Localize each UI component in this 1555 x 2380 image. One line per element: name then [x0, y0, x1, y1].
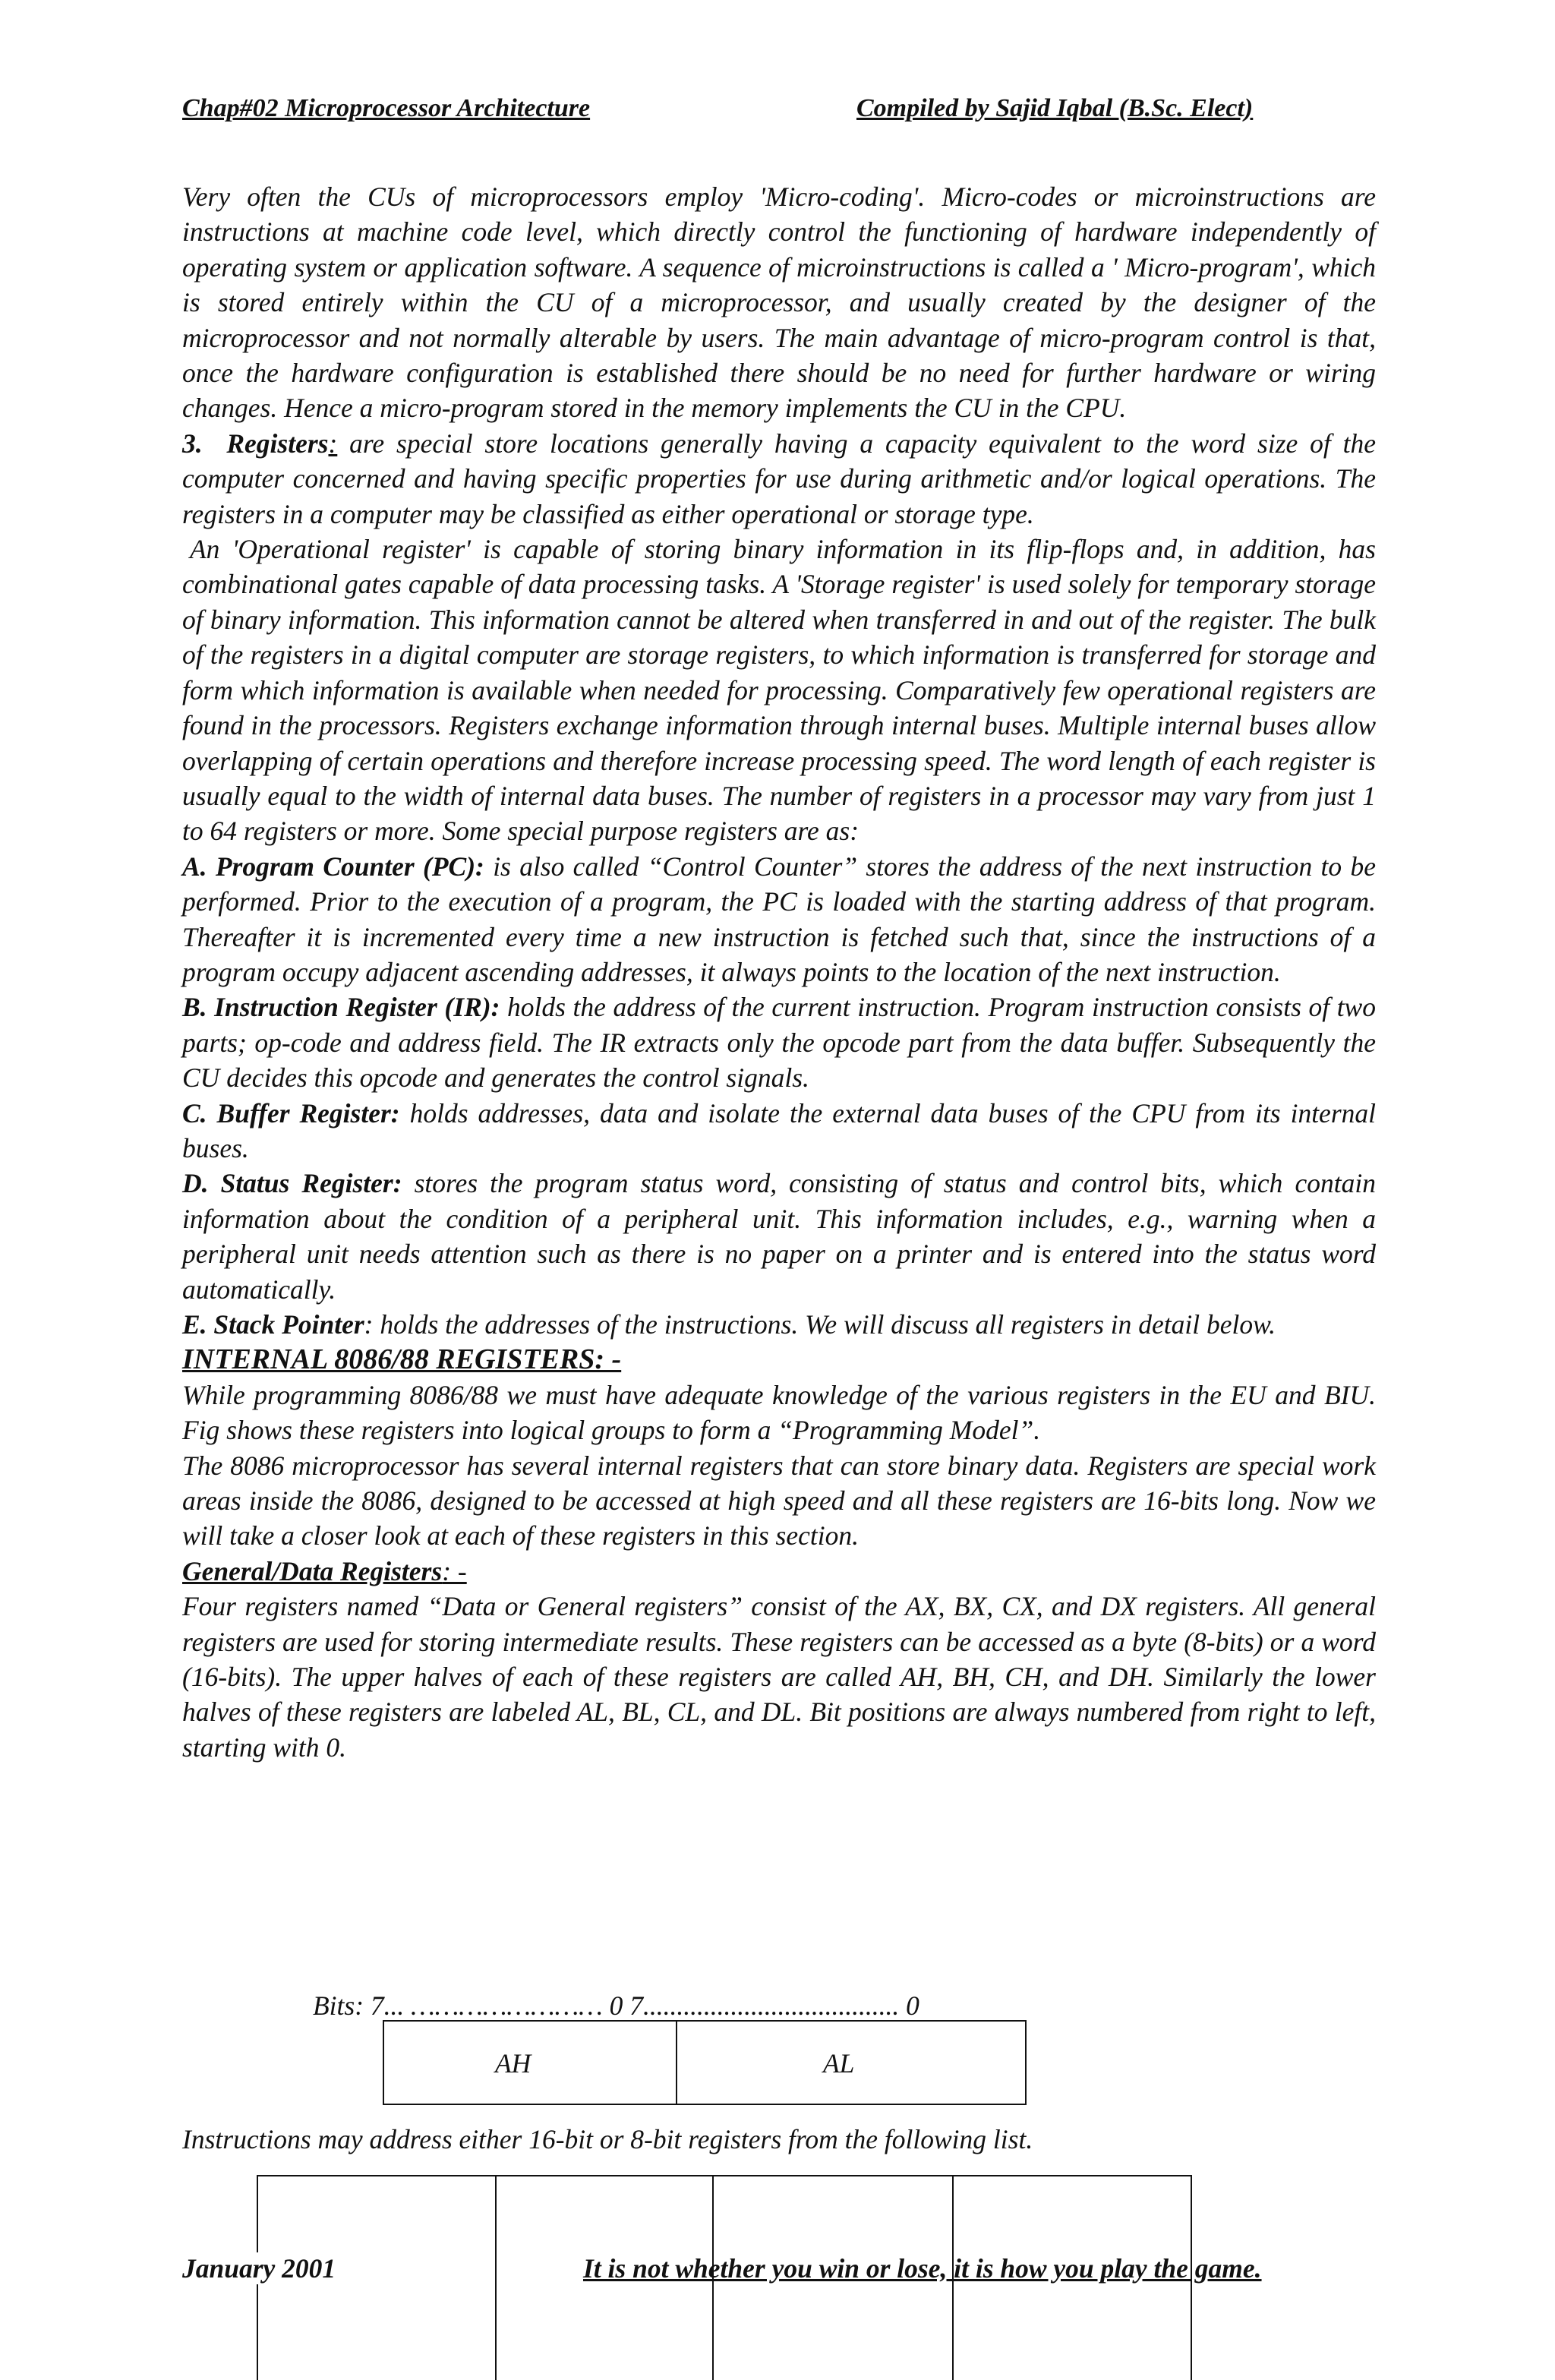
- special-register-a-label: A. Program Counter (PC):: [182, 851, 484, 882]
- special-register-e-text: : holds the addresses of the instructions. We will discuss all registers in detail below.: [364, 1309, 1276, 1340]
- special-register-c-label: C. Buffer Register:: [182, 1097, 400, 1128]
- body-text: [182, 179, 1376, 1765]
- special-register-d-label: D. Status Register:: [182, 1168, 402, 1199]
- bits-line: Bits: 7... …………………… 0 7...................................... 0: [313, 1990, 919, 2021]
- footer-quote: It is not whether you win or lose, it is how you play the game.: [583, 2253, 1262, 2284]
- page-header: [182, 94, 1324, 131]
- special-register-c-text: holds addresses, data and isolate the external data buses of the CPU from its internal buses.: [182, 1097, 1376, 1163]
- register-diagram: [383, 2020, 1027, 2105]
- general-registers-heading-line: [182, 1554, 1376, 1589]
- special-register-c: [182, 1096, 1376, 1166]
- registers-paragraph: [182, 426, 1376, 532]
- special-register-d-text: stores the program status word, consisting of status and control bits, which contain information about the condition of a peripheral unit. This information includes, e.g., warning when a peripheral unit needs attention such as there is no paper on a printer and is entered into the status word automatically.: [182, 1168, 1376, 1305]
- internal-paragraph-2: The 8086 microprocessor has several internal registers that can store binary data. Registers are special work areas inside the 8086, designed to be accessed at high speed and all these registers are 16-bits long. Now we will take a closer look at each of these registers in this section.: [182, 1450, 1376, 1551]
- general-registers-heading-suffix: : -: [442, 1555, 467, 1586]
- header-author: Compiled by Sajid Iqbal (B.Sc. Elect): [856, 94, 1254, 122]
- special-register-b-text: holds the address of the current instruction. Program instruction consists of two parts; op-code and address field. The IR extracts only the opcode part from the data buffer. Subsequently the CU decides this opcode and generates the control signals.: [182, 992, 1376, 1094]
- registers-title: Registers: [226, 428, 329, 459]
- operational-paragraph: An 'Operational register' is capable of storing binary information in its flip-flops and, in addition, has combinational gates capable of data processing tasks. A 'Storage register' is used solely for temporary storage of binary information. This information cannot be altered when transferred in and out of the register. The bulk of the registers in a digital computer are storage registers, to which information is transferred for storage and form which information is available when needed for processing. Comparatively few operational registers are found in the processors. Registers exchange information through internal buses. Multiple internal buses allow overlapping of certain operations and therefore increase processing speed. The word length of each register is usually equal to the width of internal data buses. The number of registers in a processor may vary from just 1 to 64 registers or more. Some special purpose registers are as:: [182, 534, 1376, 847]
- special-register-a-text: is also called “Control Counter” stores the address of the next instruction to be performed. Prior to the execution of a program, the PC is loaded with the starting address of that program. Thereafter it is incremented every time a new instruction is fetched such that, since the instructions of a program occupy adjacent ascending addresses, it always points to the location of the next instruction.: [182, 851, 1376, 987]
- register-low-label: AL: [823, 2048, 855, 2079]
- header-chapter-title: Chap#02 Microprocessor Architecture: [182, 94, 591, 122]
- internal-registers-heading: INTERNAL 8086/88 REGISTERS: -: [182, 1343, 622, 1376]
- special-register-a: [182, 849, 1376, 990]
- special-register-b: [182, 990, 1376, 1095]
- footer-date: January 2001: [182, 2252, 339, 2284]
- register-divider: [676, 2022, 677, 2104]
- special-register-e-label: E. Stack Pointer: [182, 1309, 364, 1340]
- general-registers-heading: General/Data Registers: [182, 1555, 443, 1586]
- instructions-line: Instructions may address either 16-bit or 8-bit registers from the following list.: [182, 2124, 1033, 2154]
- registers-text: are special store locations generally having a capacity equivalent to the word size of the computer concerned and having specific properties for use during arithmetic and/or logical operations. The registers in a computer may be classified as either operational or storage type.: [182, 428, 1376, 529]
- registers-number: 3.: [182, 428, 203, 459]
- special-register-b-label: B. Instruction Register (IR):: [182, 992, 500, 1023]
- internal-paragraph-1: While programming 8086/88 we must have adequate knowledge of the various registers in the EU and BIU. Fig shows these registers into logical groups to form a “Programming Model”.: [182, 1379, 1376, 1446]
- intro-paragraph: Very often the CUs of microprocessors employ 'Micro-coding'. Micro-codes or microinstructions are instructions at machine code level, which directly control the functioning of hardware independently of operating system or application software. A sequence of microinstructions is called a ' Micro-program', which is stored entirely within the CU of a microprocessor, and usually created by the designer of the microprocessor and not normally alterable by users. The main advantage of micro-program control is that, once the hardware configuration is established there should be no need for further hardware or wiring changes. Hence a micro-program stored in the memory implements the CU in the CPU.: [182, 181, 1376, 424]
- special-register-e: [182, 1307, 1376, 1342]
- general-registers-paragraph: Four registers named “Data or General registers” consist of the AX, BX, CX, and DX registers. All general registers are used for storing intermediate results. These registers can be accessed as a byte (8-bits) or a word (16-bits). The upper halves of each of these registers are called AH, BH, CH, and DH. Similarly the lower halves of these registers are labeled AL, BL, CL, and DL. Bit positions are always numbered from right to left, starting with 0.: [182, 1591, 1376, 1763]
- register-high-label: AH: [495, 2048, 531, 2079]
- special-register-d: [182, 1166, 1376, 1307]
- page-footer: [182, 2252, 1355, 2287]
- registers-colon: :: [328, 428, 338, 459]
